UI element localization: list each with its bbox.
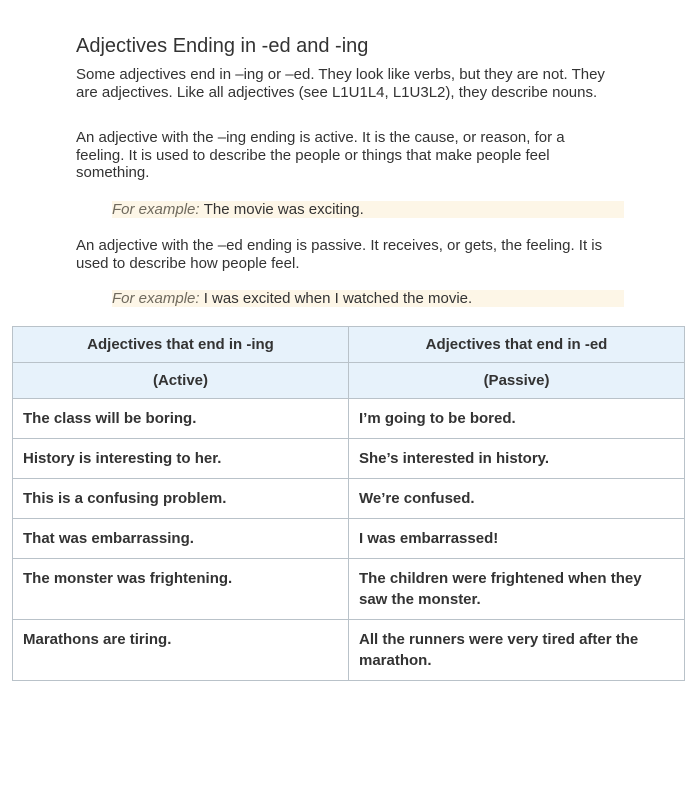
table-cell-ing: Marathons are tiring. bbox=[13, 620, 349, 681]
example-text: The movie was exciting. bbox=[203, 201, 364, 218]
column-header-ing: Adjectives that end in -ing bbox=[13, 327, 349, 363]
table-row bbox=[13, 439, 685, 479]
table-cell-ing: That was embarrassing. bbox=[13, 519, 349, 559]
table-cell-ed: All the runners were very tired after the marathon. bbox=[349, 620, 685, 681]
table-row bbox=[13, 399, 685, 439]
table-row bbox=[13, 479, 685, 519]
table-cell-ed: The children were frightened when they saw the monster. bbox=[349, 559, 685, 620]
example-separator: : bbox=[195, 201, 204, 218]
ing-explanation-paragraph: An adjective with the –ing ending is active. It is the cause, or reason, for a feeling. It is used to describe the people or things that make people feel something. bbox=[76, 129, 565, 181]
example-label: For example bbox=[112, 290, 196, 307]
table-cell-ing: The class will be boring. bbox=[13, 399, 349, 439]
example-box-ing bbox=[112, 201, 624, 218]
lesson-content bbox=[76, 34, 616, 307]
page-title: Adjectives Ending in -ed and -ing bbox=[76, 35, 369, 57]
example-separator: : bbox=[195, 290, 204, 307]
column-subheader-active: (Active) bbox=[13, 363, 349, 399]
column-subheader-passive: (Passive) bbox=[349, 363, 685, 399]
intro-paragraph: Some adjectives end in –ing or –ed. They look like verbs, but they are not. They are adjectives. Like all adjectives (see L1U1L4, L1U3L2), they describe nouns. bbox=[76, 66, 605, 101]
example-box-ed bbox=[112, 290, 624, 307]
example-label: For example bbox=[112, 201, 196, 218]
table-cell-ed: I’m going to be bored. bbox=[349, 399, 685, 439]
ed-explanation-paragraph: An adjective with the –ed ending is passive. It receives, or gets, the feeling. It is used to describe how people feel. bbox=[76, 237, 603, 272]
table-cell-ing: History is interesting to her. bbox=[13, 439, 349, 479]
column-header-ed: Adjectives that end in -ed bbox=[349, 327, 685, 363]
adjectives-table bbox=[12, 326, 685, 681]
table-cell-ed: I was embarrassed! bbox=[349, 519, 685, 559]
example-text: I was excited when I watched the movie. bbox=[203, 290, 473, 307]
table-cell-ed: We’re confused. bbox=[349, 479, 685, 519]
table-cell-ing: The monster was frightening. bbox=[13, 559, 349, 620]
table-cell-ing: This is a confusing problem. bbox=[13, 479, 349, 519]
table-subheader-row bbox=[13, 363, 685, 399]
table-header-row bbox=[13, 327, 685, 363]
table-row bbox=[13, 519, 685, 559]
table-row bbox=[13, 620, 685, 681]
table-row bbox=[13, 559, 685, 620]
table-cell-ed: She’s interested in history. bbox=[349, 439, 685, 479]
